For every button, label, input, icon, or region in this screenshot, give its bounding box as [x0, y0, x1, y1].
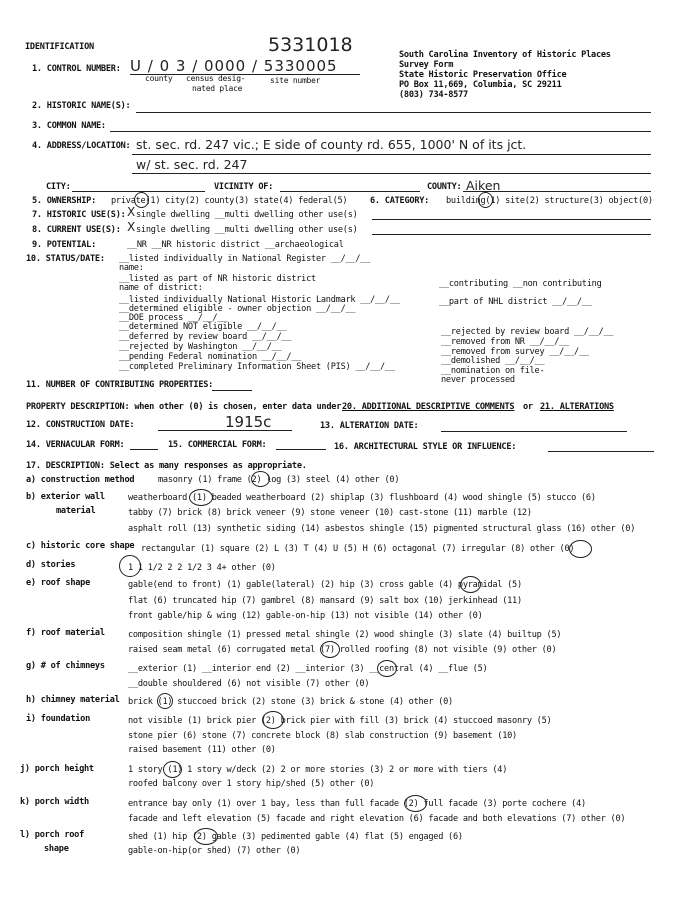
- vicinity-label: VICINITY OF:: [214, 182, 274, 192]
- construction-date-line: [158, 430, 292, 431]
- chimneys-options-2: __double shouldered (6) not visible (7) other (0): [128, 679, 370, 689]
- architectural-style-label: 16. ARCHITECTURAL STYLE OR INFLUENCE:: [334, 442, 517, 452]
- frame-circle: [251, 471, 270, 487]
- property-description-20: 20. ADDITIONAL DESCRIPTIVE COMMENTS: [342, 402, 515, 412]
- foundation-label: i) foundation: [26, 714, 91, 724]
- potential-label: 9. POTENTIAL:: [32, 240, 97, 250]
- handwritten-form-number: 5331018: [268, 34, 353, 56]
- foundation-options-3: raised basement (11) other (0): [128, 745, 276, 755]
- category-options: building(1) site(2) structure(3) object(0): [446, 196, 653, 206]
- county-label: COUNTY:: [427, 182, 462, 192]
- stories-1-circle: [119, 555, 141, 577]
- control-number-label: 1. CONTROL NUMBER:: [32, 64, 121, 74]
- property-description-note: PROPERTY DESCRIPTION: when other (0) is chosen, enter data under: [26, 402, 342, 412]
- handwritten-address-1: st. sec. rd. 247 vic.; E side of county rd. 655, 1000' N of its jct.: [136, 137, 527, 152]
- status-l8: __determined NOT eligible __/__/__: [119, 322, 287, 332]
- handwritten-control-number: U / 0 3 / 0000 / 5330005: [130, 57, 338, 75]
- control-sub-census2: nated place: [192, 84, 243, 93]
- porch-height-options-1: 1 story (1) 1 story w/deck (2) 2 or more stories (3) 2 or more with tiers (4): [128, 765, 508, 775]
- current-use-label: 8. CURRENT USE(S):: [32, 225, 121, 235]
- porch-width-label: k) porch width: [20, 797, 89, 807]
- exterior-wall-options-3: asphalt roll (13) synthetic siding (14) asbestos shingle (15) pigmented structural glass (16) other (0): [128, 524, 636, 534]
- address-label: 4. ADDRESS/LOCATION:: [32, 141, 131, 151]
- control-sub-county: county: [145, 74, 173, 83]
- porch-height-label: j) porch height: [20, 764, 94, 774]
- roof-material-label: f) roof material: [26, 628, 105, 638]
- city-label: CITY:: [46, 182, 71, 192]
- status-l9: __deferred by review board __/__/__: [119, 332, 292, 342]
- handwritten-county: Aiken: [466, 178, 501, 193]
- alteration-date-label: 13. ALTERATION DATE:: [320, 421, 419, 431]
- common-name-line: [110, 131, 651, 132]
- handwritten-construction-date: 1915c: [225, 413, 272, 431]
- org-line-2: Survey Form: [399, 60, 454, 70]
- historic-name-line: [136, 112, 651, 113]
- category-label: 6. CATEGORY:: [370, 196, 430, 206]
- address-line-1: [132, 154, 651, 155]
- current-use-line: [372, 234, 651, 235]
- alteration-date-line: [441, 431, 627, 432]
- control-sub-site: site number: [270, 76, 321, 85]
- porch-width-options-1: entrance bay only (1) over 1 bay, less than full facade (2) full facade (3) porte cochere (4): [128, 799, 586, 809]
- foundation-options-1: not visible (1) brick pier (2) brick pier with fill (3) brick (4) stuccoed masonry (5): [128, 716, 552, 726]
- status-l10: __rejected by Washington __/__/__: [119, 342, 282, 352]
- historic-name-label: 2. HISTORIC NAME(S):: [32, 101, 131, 111]
- contributing-properties-line: [212, 390, 252, 391]
- property-description-or: or: [523, 402, 533, 412]
- status-r1: __contributing __non contributing: [439, 279, 602, 289]
- ownership-label: 5. OWNERSHIP:: [32, 196, 97, 206]
- chimneys-options-1: __exterior (1) __interior end (2) __interior (3) __central (4) __flue (5): [128, 664, 488, 674]
- status-l11: __pending Federal nomination __/__/__: [119, 352, 302, 362]
- roof-material-options-1: composition shingle (1) pressed metal shingle (2) wood shingle (3) slate (4) builtup (5): [128, 630, 562, 640]
- porch-hip-circle: [194, 828, 218, 845]
- status-r4: __removed from NR __/__/__: [441, 337, 570, 347]
- status-l2: name:: [119, 263, 144, 273]
- porch-height-options-2: roofed balcony over 1 story hip/shed (5) other (0): [128, 779, 375, 789]
- foundation-options-2: stone pier (6) stone (7) concrete block (8) slab construction (9) basement (10): [128, 731, 517, 741]
- contributing-properties-label: 11. NUMBER OF CONTRIBUTING PROPERTIES:: [26, 380, 214, 390]
- irregular-circle: [569, 540, 592, 558]
- status-l4: name of district:: [119, 283, 203, 293]
- weatherboard-circle: [189, 489, 213, 506]
- description-heading: 17. DESCRIPTION: Select as many responses as appropriate.: [26, 461, 307, 471]
- exterior-wall-label: b) exterior wall: [26, 492, 105, 502]
- porch-width-options-2: facade and left elevation (5) facade and right elevation (6) facade and both elevations (7) other (0): [128, 814, 626, 824]
- status-r2: __part of NHL district __/__/__: [439, 297, 592, 307]
- status-l12: __completed Preliminary Information Sheet (PIS) __/__/__: [119, 362, 395, 372]
- interior-chimney-circle: [377, 660, 397, 677]
- historic-use-line: [372, 219, 651, 220]
- status-r3: __rejected by review board __/__/__: [441, 327, 614, 337]
- roof-material-options-2: raised seam metal (6) corrugated metal (7) rolled roofing (8) not visible (9) other (0): [128, 645, 557, 655]
- construction-method-options: masonry (1) frame (2) log (3) steel (4) other (0): [158, 475, 400, 485]
- chimneys-label: g) # of chimneys: [26, 661, 105, 671]
- current-use-check: X: [127, 220, 136, 234]
- status-l7: __DOE process __/__/__: [119, 313, 228, 323]
- architectural-style-line: [548, 451, 654, 452]
- commercial-form-label: 15. COMMERCIAL FORM:: [168, 440, 267, 450]
- historic-use-label: 7. HISTORIC USE(S):: [32, 210, 126, 220]
- roof-shape-label: e) roof shape: [26, 578, 91, 588]
- cross-gable-circle: [460, 576, 481, 593]
- core-shape-options: rectangular (1) square (2) L (3) T (4) U (5) H (6) octagonal (7) irregular (8) other (0): [141, 544, 575, 554]
- brick-chimney-circle: [157, 693, 173, 709]
- vicinity-line: [280, 191, 420, 192]
- potential-options: __NR __NR historic district __archaeological: [127, 240, 344, 250]
- status-r7: __nomination on file-: [441, 366, 545, 376]
- less-than-full-facade-circle: [404, 795, 427, 812]
- corrugated-metal-circle: [320, 641, 340, 658]
- commercial-form-line: [276, 449, 326, 450]
- historic-use-options: single dwelling __multi dwelling other use(s): [136, 210, 358, 220]
- ownership-options: private(1) city(2) county(3) state(4) federal(5): [111, 196, 348, 206]
- stories-label: d) stories: [26, 560, 76, 570]
- chimney-material-label: h) chimney material: [26, 695, 120, 705]
- org-line-1: South Carolina Inventory of Historic Places: [399, 50, 611, 60]
- exterior-wall-options-1: weatherboard (1) beaded weatherboard (2) shiplap (3) flushboard (4) wood shingle (5) stucco (6): [128, 493, 596, 503]
- brick-pier-circle: [262, 711, 284, 729]
- chimney-material-options: brick (1) stuccoed brick (2) stone (3) brick & stone (4) other (0): [128, 697, 453, 707]
- current-use-options: single dwelling __multi dwelling other use(s): [136, 225, 358, 235]
- status-l6: __determined eligible - owner objection __/__/__: [119, 304, 356, 314]
- roof-shape-options-3: front gable/hip & wing (12) gable-on-hip (13) not visible (14) other (0): [128, 611, 483, 621]
- common-name-label: 3. COMMON NAME:: [32, 121, 106, 131]
- ownership-private-circle: [134, 192, 149, 208]
- category-building-circle: [478, 192, 493, 208]
- construction-date-label: 12. CONSTRUCTION DATE:: [26, 420, 135, 430]
- vernacular-form-label: 14. VERNACULAR FORM:: [26, 440, 125, 450]
- vernacular-form-line: [130, 449, 158, 450]
- status-r6: __demolished __/__/__: [441, 356, 545, 366]
- porch-roof-options-2: gable-on-hip(or shed) (7) other (0): [128, 846, 301, 856]
- status-l3: __listed as part of NR historic district: [119, 274, 316, 284]
- exterior-wall-options-2: tabby (7) brick (8) brick veneer (9) stone veneer (10) cast-stone (11) marble (12): [128, 508, 532, 518]
- org-line-5: (803) 734-8577: [399, 90, 468, 100]
- control-sub-census: census desig-: [186, 74, 246, 83]
- status-r5: __removed from survey __/__/__: [441, 347, 589, 357]
- porch-1-story-circle: [163, 761, 182, 778]
- roof-shape-options-2: flat (6) truncated hip (7) gambrel (8) mansard (9) salt box (10) jerkinhead (11): [128, 596, 522, 606]
- stories-options: 1 1 1/2 2 2 1/2 3 4+ other (0): [128, 563, 276, 573]
- status-l1: __listed individually in National Register __/__/__: [119, 254, 371, 264]
- county-line: [463, 191, 651, 192]
- org-line-3: State Historic Preservation Office: [399, 70, 567, 80]
- roof-shape-options-1: gable(end to front) (1) gable(lateral) (2) hip (3) cross gable (4) pyramidal (5): [128, 580, 522, 590]
- identification-heading: IDENTIFICATION: [25, 42, 94, 52]
- property-description-21: 21. ALTERATIONS: [540, 402, 614, 412]
- core-shape-label: c) historic core shape: [26, 541, 135, 551]
- status-l5: __listed individually National Historic Landmark __/__/__: [119, 295, 400, 305]
- construction-method-label: a) construction method: [26, 475, 135, 485]
- status-label: 10. STATUS/DATE:: [26, 254, 105, 264]
- porch-roof-options-1: shed (1) hip (2) gable (3) pedimented gable (4) flat (5) engaged (6): [128, 832, 463, 842]
- porch-roof-label: l) porch roof: [20, 830, 85, 840]
- historic-use-check: X: [127, 205, 136, 219]
- status-r8: never processed: [441, 375, 515, 385]
- address-line-2: [132, 173, 651, 174]
- org-line-4: PO Box 11,669, Columbia, SC 29211: [399, 80, 562, 90]
- porch-roof-label-2: shape: [44, 844, 69, 854]
- exterior-wall-label-2: material: [56, 506, 96, 516]
- handwritten-address-2: w/ st. sec. rd. 247: [136, 157, 248, 172]
